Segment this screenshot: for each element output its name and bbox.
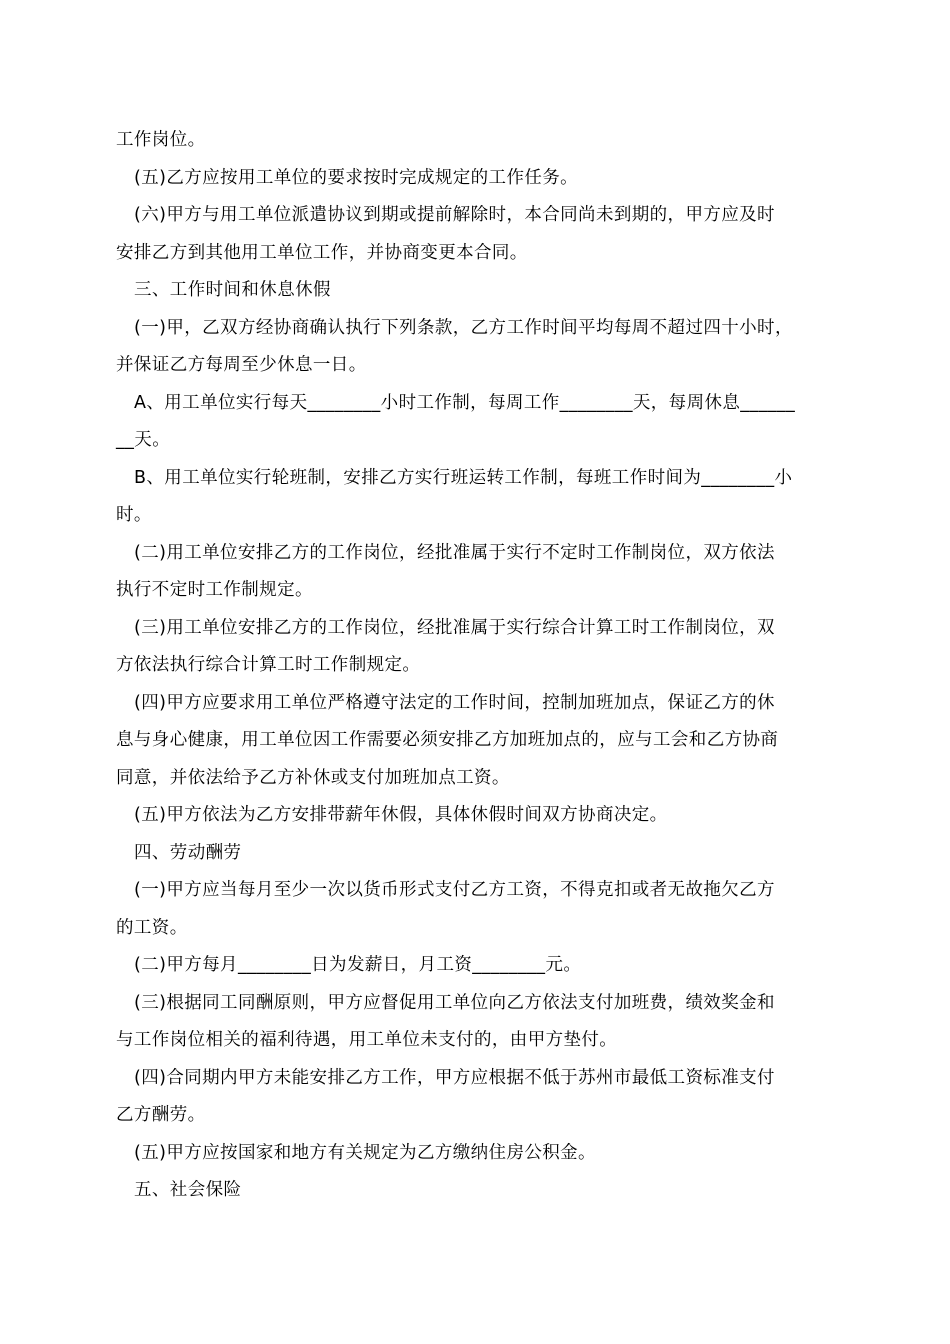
text-line: (四)合同期内甲方未能安排乙方工作，甲方应根据不低于苏州市最低工资标准支付	[134, 1067, 775, 1088]
text-line: (五)甲方依法为乙方安排带薪年休假，具体休假时间双方协商决定。	[134, 805, 668, 825]
text-line: (二)甲方每月________日为发薪日，月工资________元。	[134, 955, 582, 975]
text-line: 乙方酬劳。	[116, 1105, 206, 1125]
text-line: 息与身心健康，用工单位因工作需要必须安排乙方加班加点的，应与工会和乙方协商	[116, 730, 779, 750]
text-line: (六)甲方与用工单位派遣协议到期或提前解除时，本合同尚未到期的，甲方应及时	[134, 205, 775, 225]
text-line: 安排乙方到其他用工单位工作，并协商变更本合同。	[116, 242, 528, 263]
text-line: __天。	[116, 430, 171, 450]
text-line: (四)甲方应要求用工单位严格遵守法定的工作时间，控制加班加点，保证乙方的休	[134, 692, 775, 713]
text-line: 方依法执行综合计算工时工作制规定。	[116, 655, 421, 675]
section-heading: 四、劳动酬劳	[134, 842, 242, 863]
text-line: (一)甲方应当每月至少一次以货币形式支付乙方工资，不得克扣或者无故拖欠乙方	[134, 880, 775, 900]
contract-body	[116, 122, 838, 1210]
text-line: 的工资。	[116, 917, 188, 938]
text-line: (三)根据同工同酬原则，甲方应督促用工单位向乙方依法支付加班费，绩效奖金和	[134, 992, 775, 1013]
text-line: (五)乙方应按用工单位的要求按时完成规定的工作任务。	[134, 167, 579, 188]
text-line: (一)甲，乙双方经协商确认执行下列条款，乙方工作时间平均每周不超过四十小时，	[134, 317, 793, 338]
section-heading: 五、社会保险	[134, 1180, 242, 1200]
text-line: 时。	[116, 505, 152, 525]
text-line: B、用工单位实行轮班制，安排乙方实行班运转工作制，每班工作时间为________小	[134, 467, 793, 488]
text-line: 工作岗位。	[116, 130, 206, 150]
text-line: A、用工单位实行每天________小时工作制，每周工作________天，每周休息______	[134, 392, 796, 413]
text-line: (五)甲方应按国家和地方有关规定为乙方缴纳住房公积金。	[134, 1142, 596, 1163]
text-line: 与工作岗位相关的福利待遇，用工单位未支付的，由甲方垫付。	[116, 1030, 618, 1050]
text-line: 并保证乙方每周至少休息一日。	[116, 355, 367, 375]
text-line: (二)用工单位安排乙方的工作岗位，经批准属于实行不定时工作制岗位，双方依法	[134, 542, 775, 563]
section-heading: 三、工作时间和休息休假	[134, 280, 331, 300]
text-line: 同意，并依法给予乙方补休或支付加班加点工资。	[116, 767, 510, 788]
text-line: (三)用工单位安排乙方的工作岗位，经批准属于实行综合计算工时工作制岗位，双	[134, 617, 775, 638]
text-line: 执行不定时工作制规定。	[116, 580, 313, 600]
